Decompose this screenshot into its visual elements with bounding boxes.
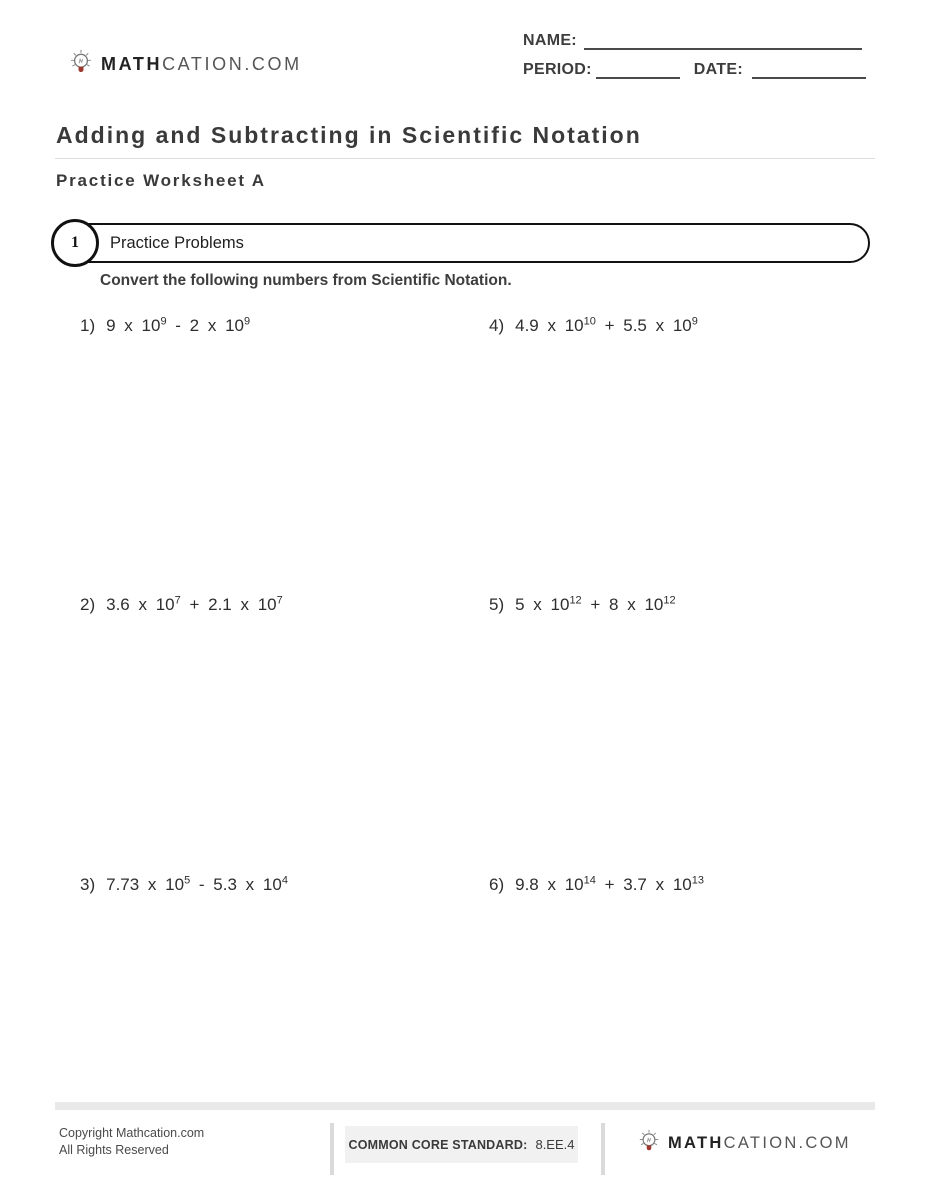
problem-expression: 5 x $10^{12} + 8$ x $10^{12}$ xyxy=(515,594,676,614)
standard-label: COMMON CORE STANDARD: xyxy=(348,1137,528,1152)
brand-text xyxy=(101,54,302,75)
section-instruction: Convert the following numbers from Scientific Notation. xyxy=(100,272,512,289)
problem-item xyxy=(489,595,927,875)
problem-number: 2) xyxy=(80,595,96,614)
problem-item xyxy=(80,316,489,595)
copyright-line2: All Rights Reserved xyxy=(59,1142,169,1157)
date-blank-line xyxy=(752,65,866,79)
problem-number: 3) xyxy=(80,875,96,894)
section-number: 1 xyxy=(71,234,79,251)
mathcation-logo-footer xyxy=(637,1129,851,1158)
lightbulb-icon xyxy=(637,1129,661,1158)
standard-value: 8.EE.4 xyxy=(535,1137,575,1152)
date-label: DATE: xyxy=(693,61,743,78)
period-blank-line xyxy=(596,65,680,79)
name-blank-line xyxy=(584,36,862,50)
title-divider xyxy=(55,158,875,159)
problem-expression: 3.6 x $10^7 + 2.1$ x $10^7$ xyxy=(106,594,283,614)
problem-item xyxy=(489,316,927,595)
student-info-block xyxy=(523,32,875,90)
section-header-pill xyxy=(60,223,870,263)
name-label: NAME: xyxy=(523,32,577,49)
brand-light: CATION.COM xyxy=(723,1134,851,1152)
problem-expression: 7.73 x $10^5 - 5.3$ x $10^4$ xyxy=(106,874,288,894)
copyright-text xyxy=(59,1125,204,1158)
brand-bold: MATH xyxy=(101,54,163,74)
problem-number: 5) xyxy=(489,595,505,614)
problem-item xyxy=(489,875,927,1154)
period-label: PERIOD: xyxy=(523,61,592,78)
brand-light: CATION.COM xyxy=(162,54,302,74)
lightbulb-icon xyxy=(68,49,94,80)
common-core-standard-badge xyxy=(345,1126,578,1163)
footer-vertical-divider xyxy=(601,1123,605,1175)
problem-number: 6) xyxy=(489,875,505,894)
problem-number: 4) xyxy=(489,316,505,335)
period-date-row xyxy=(523,61,875,79)
problem-number: 1) xyxy=(80,316,96,335)
problems-grid xyxy=(0,316,927,1154)
footer-divider-bar xyxy=(55,1102,875,1110)
worksheet-subtitle: Practice Worksheet A xyxy=(56,171,266,190)
problem-item xyxy=(80,875,489,1154)
problem-expression: 4.9 x $10^{10} + 5.5$ x $10^9$ xyxy=(515,315,698,335)
mathcation-logo xyxy=(68,49,302,80)
problem-expression: 9 x $10^9 - 2$ x $10^9$ xyxy=(106,315,251,335)
section-heading: Practice Problems xyxy=(110,233,244,252)
problem-expression: 9.8 x $10^{14} + 3.7$ x $10^{13}$ xyxy=(515,874,704,894)
brand-text xyxy=(668,1134,851,1153)
footer-vertical-divider xyxy=(330,1123,334,1175)
page-title: Adding and Subtracting in Scientific Notation xyxy=(56,122,642,148)
brand-bold: MATH xyxy=(668,1134,724,1152)
section-number-circle xyxy=(51,219,99,267)
problem-item xyxy=(80,595,489,875)
copyright-line1: Copyright Mathcation.com xyxy=(59,1126,205,1140)
name-row xyxy=(523,32,875,50)
